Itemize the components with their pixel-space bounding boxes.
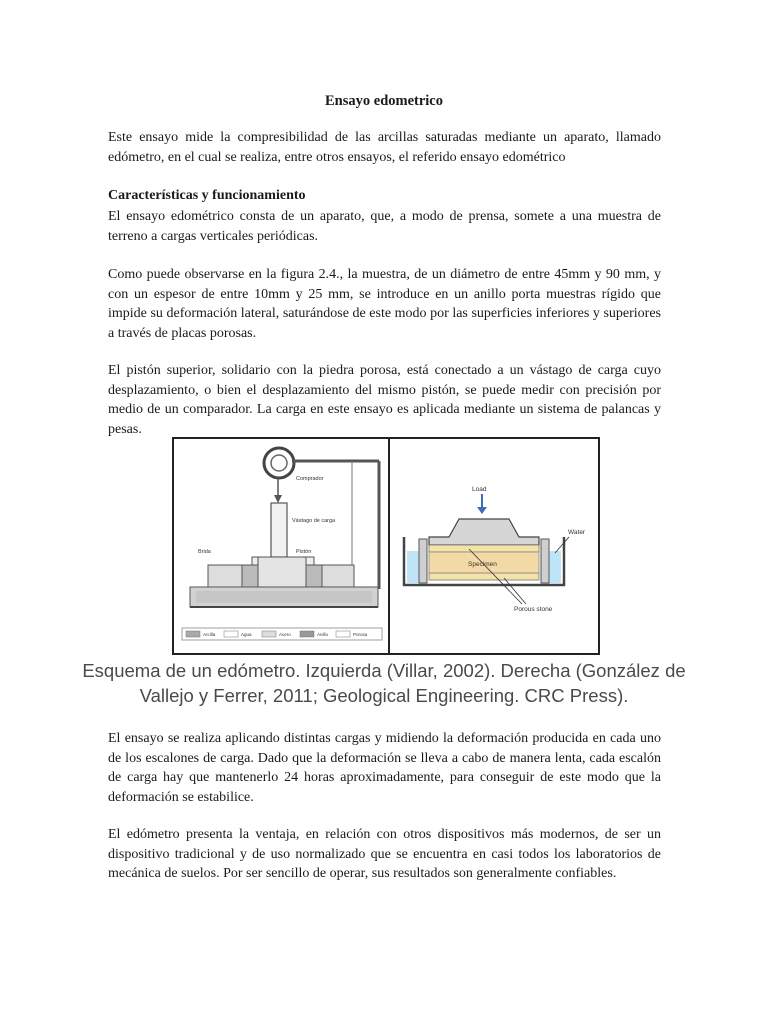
paragraph-4: El ensayo se realiza aplicando distintas cargas y midiendo la deformación producida en cada uno de los escalones de carga. Dado que la deformación se lleva a cabo de manera lenta, cada escalón de carga hay que mantenerlo 24 horas aproximadamente, para conseguir de este modo que la deformación se estabilice. bbox=[108, 731, 661, 805]
document-title: Ensayo edometrico bbox=[325, 93, 443, 109]
left-edometer-schematic bbox=[182, 448, 382, 640]
legend-agua: Agua bbox=[241, 632, 252, 637]
paragraph-3: El pistón superior, solidario con la piedra porosa, está conectado a un vástago de carga cuyo desplazamiento, o bien el desplazamiento del mismo pistón, se puede medir con precisión por medio de un comparador. La carga en este ensayo es aplicada mediante un sistema de palancas y pesas. bbox=[108, 363, 661, 437]
label-comprador: Comprador bbox=[296, 476, 324, 482]
label-porous-stone: Porous stone bbox=[514, 606, 553, 613]
paragraph-1: El ensayo edométrico consta de un aparato, que, a modo de prensa, somete a una muestra de terreno a cargas verticales periódicas. bbox=[108, 209, 661, 244]
figure-caption: Esquema de un edómetro. Izquierda (Villar, 2002). Derecha (González de Vallejo y Ferrer, 2011; Geological Engineering. CRC Press). bbox=[82, 660, 686, 706]
legend-anillo: Anillo bbox=[317, 632, 329, 637]
intro-paragraph: Este ensayo mide la compresibilidad de las arcillas saturadas mediante un aparato, llamado edómetro, en el cual se realiza, entre otros ensayos, el referido ensayo edométrico bbox=[108, 130, 661, 165]
legend-porosa: Porosa bbox=[353, 632, 368, 637]
paragraph-2: Como puede observarse en la figura 2.4., la muestra, de un diámetro de entre 45mm y 90 mm, y con un espesor de entre 10mm y 25 mm, se introduce en un anillo porta muestras rígido que impide su deformación lateral, saturándose de este modo por las superficies inferiores y superiores a través de placas porosas. bbox=[108, 267, 661, 341]
label-piston: Pistón bbox=[296, 549, 312, 555]
label-vastago: Vástago de carga bbox=[292, 518, 336, 524]
label-load: Load bbox=[472, 486, 487, 493]
section-heading: Características y funcionamiento bbox=[108, 188, 306, 203]
label-specimen: Specimen bbox=[468, 561, 497, 568]
label-water: Water bbox=[568, 529, 586, 536]
legend-arcilla: Arcilla bbox=[203, 632, 216, 637]
edometer-diagram bbox=[174, 439, 598, 653]
edometer-figure bbox=[172, 437, 600, 655]
legend-acero: Acero bbox=[279, 632, 291, 637]
paragraph-5: El edómetro presenta la ventaja, en relación con otros dispositivos más modernos, de ser un dispositivo tradicional y de uso normalizado que se encuentra en casi todos los laboratorios de mecánica de suelos. Por ser sencillo de operar, sus resultados son generalmente confiables. bbox=[108, 827, 661, 881]
right-edometer-schematic bbox=[404, 486, 586, 613]
label-brida: Brida bbox=[198, 549, 211, 555]
